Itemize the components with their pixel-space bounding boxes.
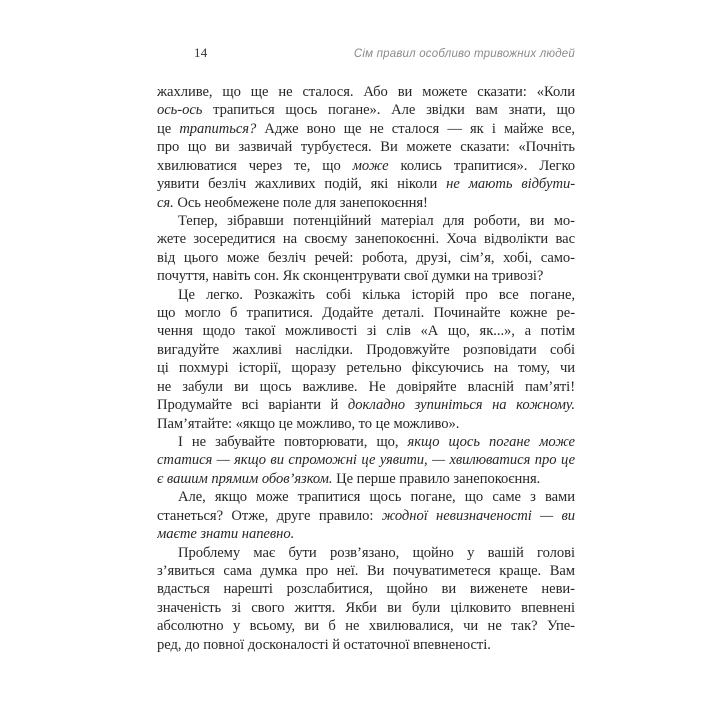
text-run: не забули ви щось важливе. Не довіряйте власній пам’яті! bbox=[157, 378, 575, 395]
italic-text-run: якщо щось погане може bbox=[407, 434, 575, 451]
text-line bbox=[157, 470, 575, 488]
text-line bbox=[157, 194, 575, 212]
text-line bbox=[157, 599, 575, 617]
italic-text-run: є вашим прямим обов’язком. bbox=[157, 470, 333, 487]
text-line bbox=[157, 617, 575, 635]
text-line bbox=[157, 415, 575, 433]
text-line bbox=[157, 359, 575, 377]
italic-text-run: статися — якщо ви спроможні це уявити, — хвилюватися про це bbox=[157, 452, 575, 469]
paragraph bbox=[157, 488, 575, 543]
text-line bbox=[157, 249, 575, 267]
italic-text-run: може bbox=[352, 157, 389, 174]
text-line bbox=[157, 433, 575, 451]
text-run: про що ви зазвичай турбуєтеся. Ви можете сказати: «Почніть bbox=[157, 139, 575, 156]
text-line bbox=[157, 378, 575, 396]
text-line bbox=[157, 83, 575, 101]
text-run: Це легко. Розкажіть собі кілька історій про все погане, bbox=[178, 286, 575, 303]
text-run: І не забувайте повторювати, що, bbox=[178, 434, 408, 451]
italic-text-run: не мають відбути- bbox=[446, 176, 575, 193]
text-run: це bbox=[157, 120, 180, 137]
text-run: від цього може безліч речей: робота, друзі, сім’я, хобі, само- bbox=[157, 249, 575, 266]
text-run: абсолютно у всьому, ви б не хвилювалися, чи не так? Упе- bbox=[157, 618, 575, 635]
text-run: ред, до повної досконалості й остаточної впевненості. bbox=[157, 636, 491, 653]
running-header-title: Сім правил особливо тривожних людей bbox=[353, 48, 575, 60]
page-number: 14 bbox=[194, 45, 208, 60]
text-run: Це перше правило занепокоєння. bbox=[332, 470, 541, 487]
text-run: хвилюватися через те, що bbox=[157, 157, 353, 174]
text-line bbox=[157, 157, 575, 175]
paragraph bbox=[157, 544, 575, 655]
text-line bbox=[157, 636, 575, 654]
italic-text-run: маєте знати напевно. bbox=[157, 526, 295, 543]
text-line bbox=[157, 451, 575, 469]
text-run: вигадуйте жахливі наслідки. Продовжуйте розповідати собі bbox=[157, 341, 575, 358]
paragraph bbox=[157, 433, 575, 488]
text-line bbox=[157, 304, 575, 322]
text-line bbox=[157, 101, 575, 119]
text-line bbox=[157, 175, 575, 193]
text-run: Але, якщо може трапитися щось погане, що саме з вами bbox=[178, 489, 575, 506]
text-line bbox=[157, 525, 575, 543]
text-line bbox=[157, 120, 575, 138]
text-run: ці похмурі історії, щоразу ретельно фіксуючись на тому, чи bbox=[157, 360, 575, 377]
text-line bbox=[157, 396, 575, 414]
body-text bbox=[157, 83, 575, 654]
italic-text-run: ось-ось bbox=[157, 102, 203, 119]
text-line bbox=[157, 507, 575, 525]
text-line bbox=[157, 544, 575, 562]
text-line bbox=[157, 562, 575, 580]
text-run: чення щодо такої можливості зі слів «А що, як...», а потім bbox=[157, 323, 575, 340]
text-run: Тепер, зібравши потенційний матеріал для роботи, ви мо- bbox=[178, 212, 575, 229]
text-run: з’явиться сама думка про неї. Ви почуватиметеся краще. Вам bbox=[157, 562, 575, 579]
text-line bbox=[157, 230, 575, 248]
text-run: станеться? Отже, друге правило: bbox=[157, 507, 382, 524]
text-run: Продумайте всі варіанти й bbox=[157, 397, 348, 414]
text-line bbox=[157, 488, 575, 506]
text-run: вдасться нарешті розслабитися, щойно ви виженете неви- bbox=[157, 581, 575, 598]
paragraph bbox=[157, 212, 575, 286]
text-line bbox=[157, 267, 575, 285]
text-run: жете зосередитися на своєму занепокоєнні. Хоча відволікти вас bbox=[157, 231, 575, 248]
text-run: колись трапитися». Легко bbox=[388, 157, 575, 174]
text-run: почуття, навіть сон. Як сконцентрувати свої думки на тривозі? bbox=[157, 268, 544, 285]
text-run: Ось необмежене поле для занепокоєння! bbox=[173, 194, 428, 211]
italic-text-run: трапиться? bbox=[179, 120, 257, 137]
text-run: що могло б трапитися. Додайте деталі. Починайте кожне ре- bbox=[157, 305, 575, 322]
paragraph bbox=[157, 286, 575, 433]
text-run: уявити безліч жахливих подій, які ніколи bbox=[157, 176, 447, 193]
text-line bbox=[157, 138, 575, 156]
italic-text-run: жодної невизначеності — ви bbox=[381, 507, 575, 524]
text-run: жахливе, що ще не сталося. Або ви можете сказати: «Коли bbox=[157, 84, 575, 100]
text-run: Пам’ятайте: «якщо це можливо, то це можливо». bbox=[157, 415, 460, 432]
text-run: значеність зі свого життя. Якби ви були цілковито впевнені bbox=[157, 599, 575, 616]
text-run: трапиться щось погане». Але звідки вам знати, що bbox=[202, 102, 575, 119]
text-line bbox=[157, 341, 575, 359]
paragraph bbox=[157, 83, 575, 212]
text-line bbox=[157, 580, 575, 598]
text-line bbox=[157, 286, 575, 304]
running-header bbox=[157, 45, 575, 61]
italic-text-run: докладно зупиніться на кожному. bbox=[347, 397, 575, 414]
text-run: Проблему має бути розв’язано, щойно у вашій голові bbox=[178, 544, 575, 561]
italic-text-run: ся. bbox=[157, 194, 174, 211]
text-run: Адже воно ще не сталося — як і майже все, bbox=[256, 120, 575, 137]
text-line bbox=[157, 322, 575, 340]
text-line bbox=[157, 212, 575, 230]
